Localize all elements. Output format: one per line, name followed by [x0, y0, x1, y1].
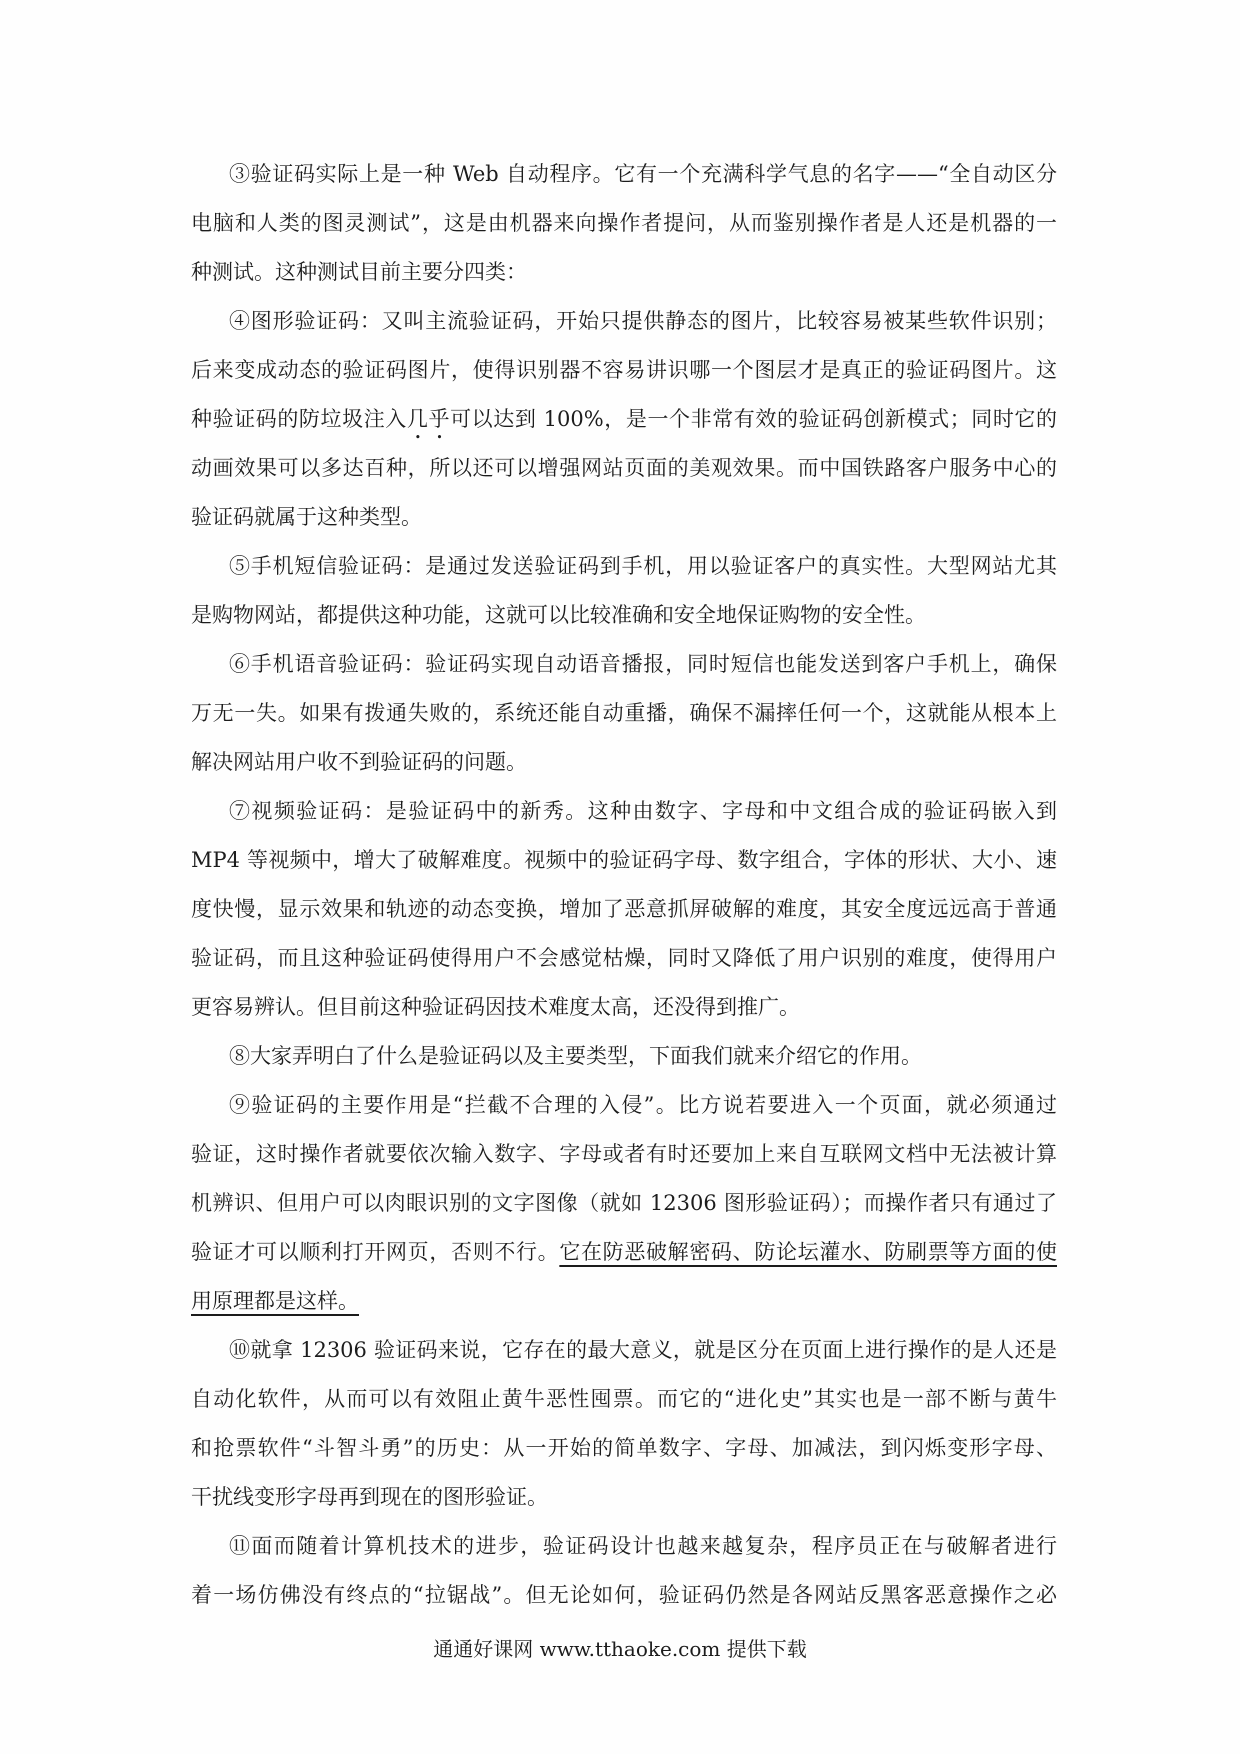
paragraph [191, 1522, 1057, 1620]
paragraph [191, 1032, 1057, 1081]
paragraph [191, 297, 1057, 542]
text-line: ⑨验证码的主要作用是“拦截不合理的入侵”。比方说若要进入一个页面，就必须通过 [229, 1093, 1057, 1117]
paragraph [191, 150, 1057, 297]
text-line: 干扰线变形字母再到现在的图形验证。 [191, 1485, 548, 1509]
text-line [191, 1277, 1057, 1326]
paragraph [191, 1081, 1057, 1326]
text-line: 和抢票软件“斗智斗勇”的历史：从一开始的简单数字、字母、加减法，到闪烁变形字母、 [191, 1436, 1057, 1460]
text-line: 自动化软件，从而可以有效阻止黄牛恶性囤票。而它的“进化史”其实也是一部不断与黄牛 [191, 1387, 1057, 1411]
paragraph [191, 1326, 1057, 1522]
text-line: ⑤手机短信验证码：是通过发送验证码到手机，用以验证客户的真实性。大型网站尤其 [229, 554, 1057, 578]
paragraph [191, 542, 1057, 640]
text-line: 后来变成动态的验证码图片，使得识别器不容易讲识哪一个图层才是真正的验证码图片。这 [191, 358, 1057, 382]
text-line: 验证，这时操作者就要依次输入数字、字母或者有时还要加上来自互联网文档中无法被计算 [191, 1142, 1057, 1166]
text-line: 万无一失。如果有拨通失败的，系统还能自动重播，确保不漏摔任何一个，这就能从根本上 [191, 701, 1057, 725]
text-segment: 验证才可以顺利打开网页，否则不行。 [191, 1240, 560, 1264]
underlined-text: 它在防恶破解密码、防论坛灌水、防刷票等方面的使 [559, 1240, 1057, 1264]
text-line: 验证码，而且这种验证码使得用户不会感觉枯燥，同时又降低了用户识别的难度，使得用户 [191, 946, 1057, 970]
article-body [191, 150, 1057, 1620]
emphasized-text: 几乎 [406, 407, 451, 431]
text-line: 动画效果可以多达百种，所以还可以增强网站页面的美观效果。而中国铁路客户服务中心的 [191, 456, 1057, 480]
text-line: 验证码就属于这种类型。 [191, 505, 422, 529]
paragraph [191, 640, 1057, 787]
text-line: ③验证码实际上是一种 Web 自动程序。它有一个充满科学气息的名字——“全自动区分 [229, 162, 1057, 186]
page-footer: 通通好课网 www.tthaoke.com 提供下载 [433, 1637, 807, 1661]
text-line: 解决网站用户收不到验证码的问题。 [191, 750, 527, 774]
text-segment: 可以达到 100%，是一个非常有效的验证码创新模式；同时它的 [450, 407, 1057, 431]
text-line: 度快慢，显示效果和轨迹的动态变换，增加了恶意抓屏破解的难度，其安全度远远高于普通 [191, 897, 1057, 921]
underlined-text: 用原理都是这样。 [191, 1289, 359, 1313]
text-line: ⑩就拿 12306 验证码来说，它存在的最大意义，就是区分在页面上进行操作的是人还是 [229, 1338, 1057, 1362]
text-line: 机辨识、但用户可以肉眼识别的文字图像（就如 12306 图形验证码）；而操作者只有通过了 [191, 1191, 1057, 1215]
text-line: 是购物网站，都提供这种功能，这就可以比较准确和安全地保证购物的安全性。 [191, 603, 926, 627]
text-line: 着一场仿佛没有终点的“拉锯战”。但无论如何，验证码仍然是各网站反黑客恶意操作之必 [191, 1583, 1057, 1607]
text-line: ⑪面而随着计算机技术的进步，验证码设计也越来越复杂，程序员正在与破解者进行 [229, 1534, 1057, 1558]
text-line: ⑥手机语音验证码：验证码实现自动语音播报，同时短信也能发送到客户手机上，确保 [229, 652, 1057, 676]
text-line: ④图形验证码：又叫主流验证码，开始只提供静态的图片，比较容易被某些软件识别； [229, 309, 1057, 333]
text-line: MP4 等视频中，增大了破解难度。视频中的验证码字母、数字组合，字体的形状、大小、速 [191, 848, 1057, 872]
paragraph [191, 787, 1057, 1032]
text-line [191, 395, 1057, 444]
text-line: ⑦视频验证码：是验证码中的新秀。这种由数字、字母和中文组合成的验证码嵌入到 [229, 799, 1057, 823]
text-line [191, 1228, 1057, 1277]
text-segment: 种验证码的防垃圾注入 [191, 407, 407, 431]
text-line: 电脑和人类的图灵测试”，这是由机器来向操作者提问，从而鉴别操作者是人还是机器的一 [191, 211, 1057, 235]
text-line: ⑧大家弄明白了什么是验证码以及主要类型，下面我们就来介绍它的作用。 [229, 1044, 922, 1068]
text-line: 更容易辨认。但目前这种验证码因技术难度太高，还没得到推广。 [191, 995, 800, 1019]
text-line: 种测试。这种测试目前主要分四类： [191, 260, 527, 284]
